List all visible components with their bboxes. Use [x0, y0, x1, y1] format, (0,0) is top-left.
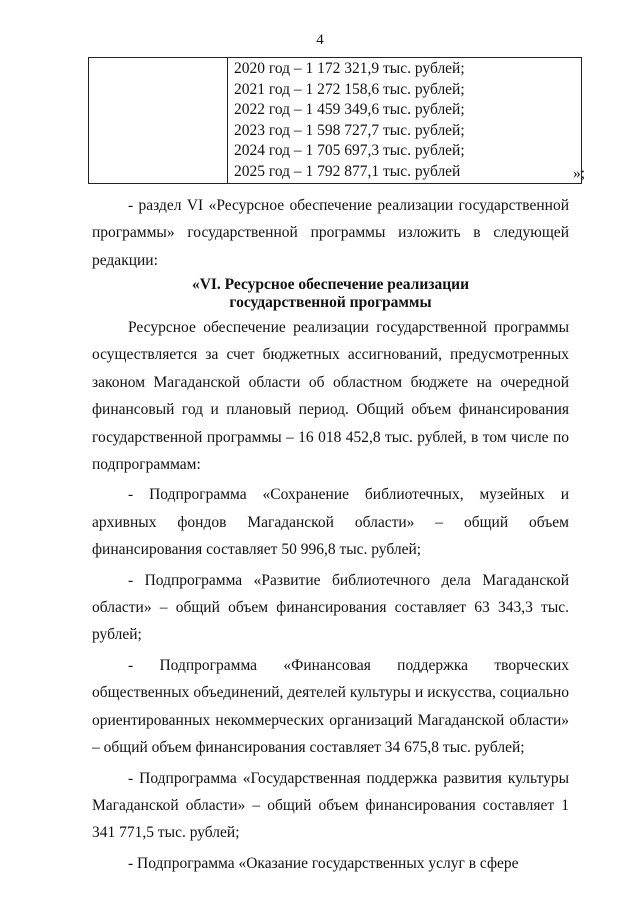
intro-paragraph: - раздел VI «Ресурсное обеспечение реализации государственной программы» государственной программы изложить в следующей редакции:: [92, 197, 569, 269]
section-heading: [92, 276, 569, 311]
subprogram-paragraph: - Подпрограмма «Государственная поддержка развития культуры Магаданской области» – общий объем финансирования составляет 1 341 771,5 тыс. рублей;: [92, 769, 569, 842]
year-funding-line: 2025 год – 1 792 877,1 тыс. рублей: [234, 162, 461, 180]
subprogram-paragraph: - Подпрограмма «Оказание государственных услуг в сфере: [128, 854, 519, 872]
years-cell: [228, 58, 582, 184]
intro-block: [92, 192, 569, 274]
year-funding-line: 2024 год – 1 705 697,3 тыс. рублей;: [234, 142, 465, 159]
table-row: [89, 58, 582, 184]
body-paragraph: Ресурсное обеспечение реализации государственной программы осуществляется за счет бюджетных ассигнований, предусмотренных законом Магаданской области об областном бюджете на очередной финансовый год и плановый период. Общий объем финансирования государственной программы – 16 018 452,8 тыс. рублей, в том числе по подпрограммам:: [92, 319, 569, 474]
year-funding-line: 2022 год – 1 459 349,6 тыс. рублей;: [234, 101, 465, 118]
funding-by-year-table: [88, 57, 582, 184]
year-funding-line: 2021 год – 1 272 158,6 тыс. рублей;: [234, 80, 465, 98]
closing-quote-mark: »;: [573, 165, 586, 182]
empty-cell: [89, 58, 228, 184]
subprogram-paragraph: - Подпрограмма «Финансовая поддержка творческих общественных объединений, деятелей культуры и искусства, социально ориентированных некоммерческих организаций Магаданской области» – общий объем финансирования составляет 34 675,8 тыс. рублей;: [92, 656, 569, 757]
subprogram-paragraph: - Подпрограмма «Сохранение библиотечных, музейных и архивных фондов Магаданской области» – общий объем финансирования составляет 50 996,8 тыс. рублей;: [92, 486, 569, 559]
section-heading-line: «VI. Ресурсное обеспечение реализации: [191, 276, 470, 293]
page-number: 4: [316, 32, 324, 48]
section-heading-line: государственной программы: [229, 293, 432, 311]
subprogram-paragraph: - Подпрограмма «Развитие библиотечного дела Магаданской области» – общий объем финансирования составляет 63 343,3 тыс. рублей;: [92, 571, 569, 644]
section-body: [92, 314, 569, 877]
year-funding-line: 2020 год – 1 172 321,9 тыс. рублей;: [234, 60, 465, 77]
year-funding-line: 2023 год – 1 598 727,7 тыс. рублей;: [234, 121, 465, 139]
